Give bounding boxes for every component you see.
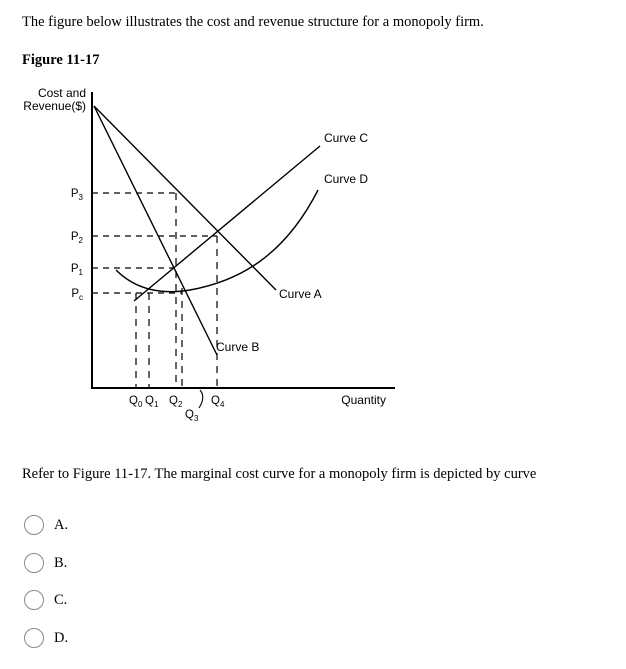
pc-label: $P_c$ xyxy=(71,288,83,302)
curve-a-label: Curve A xyxy=(279,287,322,301)
option-c[interactable] xyxy=(24,587,67,613)
q4-label: $Q_4$ xyxy=(211,395,225,409)
option-d[interactable] xyxy=(24,625,68,651)
option-label: D. xyxy=(54,629,69,646)
option-b[interactable] xyxy=(24,550,67,576)
radio-button[interactable] xyxy=(24,553,44,573)
curve-c-line xyxy=(134,146,320,301)
x-axis-label: Quantity xyxy=(341,393,386,407)
q3-label: $Q_3$ xyxy=(185,409,199,423)
radio-button[interactable] xyxy=(24,590,44,610)
curve-d-label: Curve D xyxy=(324,172,369,186)
intro-text: The figure below illustrates the cost and revenue structure for a monopoly firm. xyxy=(22,14,484,30)
svg-text:P3 xyxy=(71,188,84,202)
p3-label: $P_3$ xyxy=(70,188,83,202)
monopoly-cost-revenue-diagram xyxy=(0,80,626,430)
curve-b-label: Curve B xyxy=(216,340,260,354)
radio-button[interactable] xyxy=(24,515,44,535)
question-text: Refer to Figure 11-17. The marginal cost curve for a monopoly firm is depicted by curve xyxy=(22,466,537,482)
radio-button[interactable] xyxy=(24,628,44,648)
y-axis-label-line1: Cost and xyxy=(37,86,86,100)
svg-text:P2 xyxy=(71,231,84,245)
y-axis-label-line2: Revenue($) xyxy=(23,99,86,113)
q2-label: $Q_2$ xyxy=(169,395,183,409)
curve-a-line xyxy=(94,106,276,290)
option-label: C. xyxy=(54,591,68,608)
p1-label: $P_1$ xyxy=(70,263,83,277)
option-label: A. xyxy=(54,516,69,533)
q0-label: $Q_0$ xyxy=(129,395,143,409)
figure-title: Figure 11-17 xyxy=(22,52,100,68)
option-label: B. xyxy=(54,554,68,571)
q3-bracket xyxy=(199,390,203,408)
svg-text:Pc xyxy=(71,288,83,302)
svg-text:P1 xyxy=(71,263,84,277)
q1-label: $Q_1$ xyxy=(145,395,159,409)
option-a[interactable] xyxy=(24,512,68,538)
curve-b-line xyxy=(94,106,217,355)
curve-c-label: Curve C xyxy=(324,131,369,145)
p2-label: $P_2$ xyxy=(70,231,83,245)
